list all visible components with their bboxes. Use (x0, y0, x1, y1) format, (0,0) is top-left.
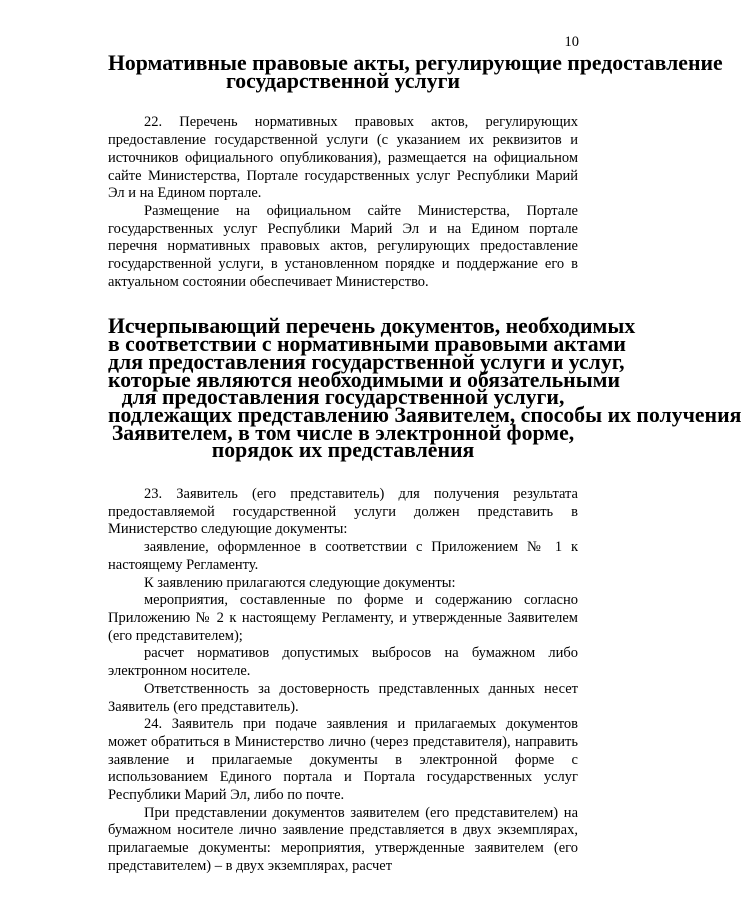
section-heading-normative-acts (108, 51, 723, 93)
heading-line: порядок их представления (211, 438, 475, 463)
heading-line: для предоставления государственной услуги и услуг, (108, 349, 625, 374)
heading-line: в соответствии с нормативными правовыми актами (108, 332, 626, 357)
paragraph: При представлении документов заявителем (его представителем) на бумажном носителе лично заявление представляется в двух экземплярах, прилагаемые документы: мероприятия, утвержденные заявителем (его представителем) – в двух экземплярах, расчет (108, 804, 578, 874)
heading-line: Исчерпывающий перечень документов, необходимых (108, 314, 636, 339)
paragraph-23: 23. Заявитель (его представитель) для получения результата предоставляемой государственной услуги должен представить в Министерство следующие документы: (108, 486, 578, 538)
heading-line: Нормативные правовые акты, регулирующие предоставление (108, 51, 723, 75)
list-item-application: заявление, оформленное в соответствии с Приложением № 1 к настоящему Регламенту. (108, 539, 578, 573)
heading-line: государственной услуги (225, 68, 461, 93)
paragraph-22: 22. Перечень нормативных правовых актов, регулирующих предоставление государственной услуги (с указанием их реквизитов и источников официального опубликования), размещается на официальном сайте Министерства, Портале государственных услуг Республики Марий Эл и на Едином портале. (108, 114, 578, 202)
heading-line: для предоставления государственной услуги, (121, 385, 565, 410)
paragraph: К заявлению прилагаются следующие документы: (144, 574, 456, 591)
list-item-calculation: расчет нормативов допустимых выбросов на бумажном либо электронном носителе. (108, 645, 578, 680)
paragraph: Ответственность за достоверность представленных данных несет Заявитель (его представитель). (108, 680, 578, 715)
heading-line: подлежащих представлению Заявителем, способы их получения (108, 402, 741, 427)
list-item-measures: мероприятия, составленные по форме и содержанию согласно Приложению № 2 к настоящему Регламенту, и утвержденные Заявителем (его представителем); (108, 592, 578, 644)
section-heading-documents-list (108, 314, 741, 463)
paragraph: Размещение на официальном сайте Министерства, Портале государственных услуг Республики Марий Эл и на Едином портале перечня нормативных правовых актов, регулирующих предоставление государственной услуги, в установленном порядке и поддержание его в актуальном состоянии обеспечивает Министерство. (108, 202, 578, 290)
paragraph-24: 24. Заявитель при подаче заявления и прилагаемых документов может обратиться в Министерство лично (через представителя), направить заявление и прилагаемые документы в электронной форме с использованием Единого портала и Портала государственных услуг Республики Марий Эл, либо по почте. (108, 716, 578, 804)
document-body (108, 51, 741, 876)
heading-line: Заявителем, в том числе в электронной форме, (111, 420, 575, 445)
heading-line: которые являются необходимыми и обязательными (108, 367, 621, 392)
page-number: 10 (564, 34, 579, 50)
